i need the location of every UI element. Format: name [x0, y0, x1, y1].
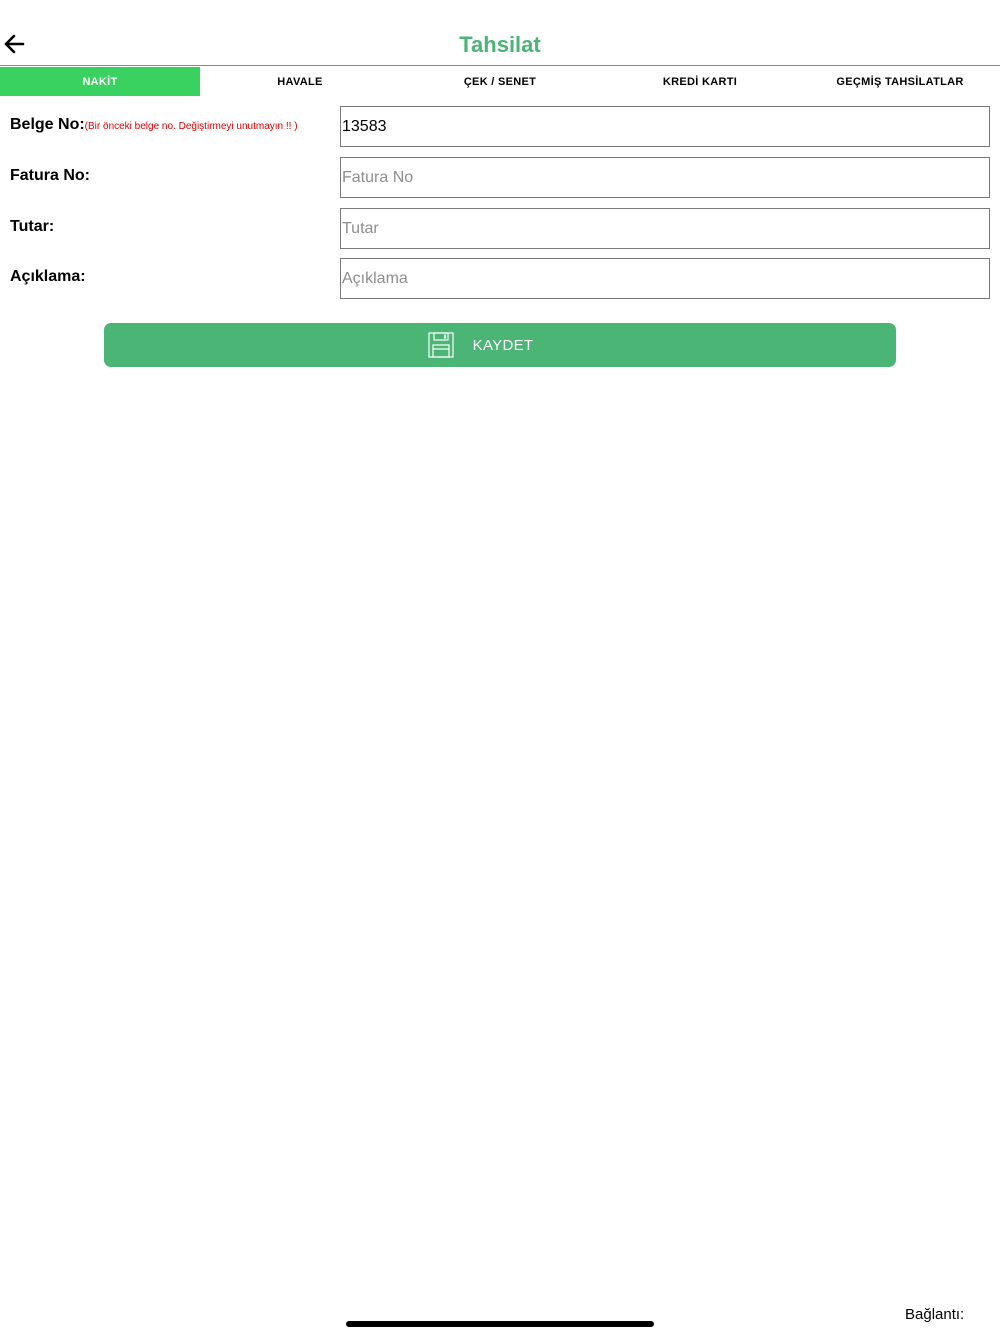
floppy-disk-icon [427, 331, 455, 359]
belge-no-label-text: Belge No: [10, 116, 85, 133]
tab-cek-senet[interactable]: ÇEK / SENET [463, 75, 537, 88]
app-header [0, 0, 1000, 66]
tutar-label: Tutar: [10, 218, 55, 235]
aciklama-input[interactable] [340, 258, 990, 299]
tutar-input[interactable] [340, 208, 990, 249]
fatura-no-row [0, 157, 1000, 198]
aciklama-label: Açıklama: [10, 268, 86, 285]
fatura-no-label: Fatura No: [10, 167, 90, 184]
save-button[interactable] [104, 323, 896, 367]
connection-status-label: Bağlantı: [905, 1306, 965, 1323]
payment-type-tabs [0, 67, 1000, 96]
tutar-row [0, 208, 1000, 249]
tab-nakit[interactable]: NAKİT [0, 67, 200, 96]
belge-no-warning-note: (Bir önceki belge no. Değiştirmeyi unutmayın !! ) [84, 121, 298, 132]
page-title: Tahsilat [459, 32, 541, 57]
save-button-label: KAYDET [472, 336, 534, 354]
fatura-no-input[interactable] [340, 157, 990, 198]
home-indicator[interactable] [346, 1321, 654, 1327]
tab-havale[interactable]: HAVALE [277, 75, 323, 88]
belge-no-row [0, 106, 1000, 147]
tab-gecmis-tahsilatlar[interactable]: GEÇMİŞ TAHSİLATLAR [836, 75, 964, 88]
belge-no-input[interactable] [340, 106, 990, 147]
aciklama-row [0, 258, 1000, 299]
tab-kredi-karti[interactable]: KREDİ KARTI [662, 75, 738, 88]
belge-no-label [10, 116, 298, 134]
